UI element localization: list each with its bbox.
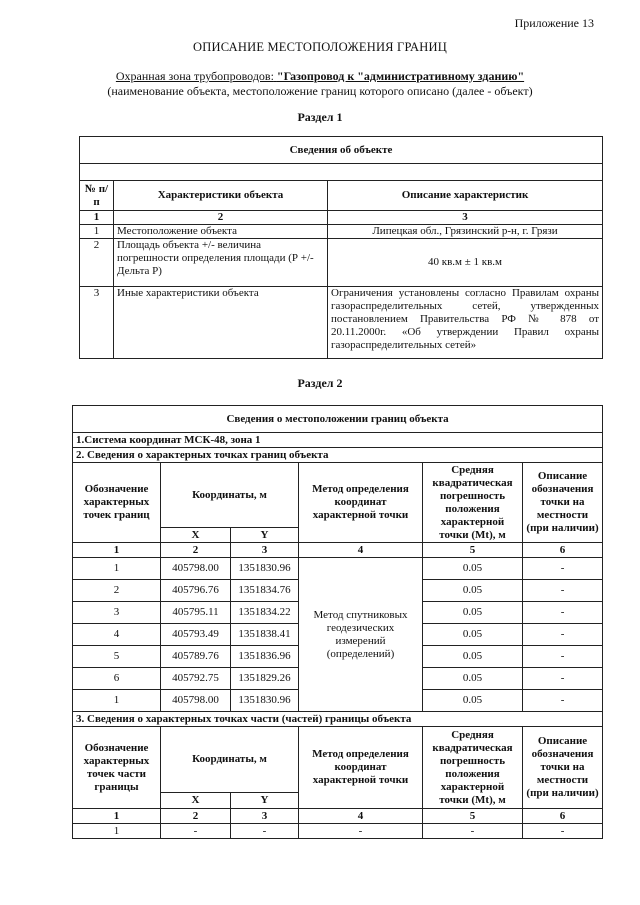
point-desc: - (523, 580, 603, 602)
zone-prefix: Охранная зона трубопроводов: "Газопровод к "административному зданию" (115, 69, 525, 83)
table-row (80, 287, 603, 359)
col-number: 6 (523, 543, 603, 558)
part2-title: 2. Сведения о характерных точках границ объекта (73, 448, 603, 463)
point-mt: 0.05 (423, 602, 523, 624)
object-info-title: Сведения об объекте (80, 137, 603, 164)
table-row (80, 239, 603, 287)
col-number: 1 (80, 211, 114, 225)
point-y: 1351836.96 (231, 646, 299, 668)
zone-note: (наименование объекта, местоположение границ которого описано (далее - объект) (107, 84, 533, 98)
row-desc: Липецкая обл., Грязинский р-н, г. Грязи (328, 225, 603, 239)
part3-desc: - (523, 824, 603, 839)
point-desc: - (523, 602, 603, 624)
point-id: 1 (73, 690, 161, 712)
table-row (73, 824, 603, 839)
point-desc: - (523, 646, 603, 668)
point-desc: - (523, 690, 603, 712)
part3-id: 1 (73, 824, 161, 839)
col-number: 1 (73, 809, 161, 824)
part3-x: - (161, 824, 231, 839)
spacer-row (80, 164, 603, 181)
part3-title: 3. Сведения о характерных точках части (частей) границы объекта (73, 712, 603, 727)
row-num: 2 (80, 239, 114, 287)
point-y: 1351838.41 (231, 624, 299, 646)
point-mt: 0.05 (423, 624, 523, 646)
zone-name: "Газопровод к "административному зданию" (276, 69, 525, 83)
col-number: 3 (328, 211, 603, 225)
point-mt: 0.05 (423, 558, 523, 580)
col-number: 2 (161, 543, 231, 558)
point-mt: 0.05 (423, 668, 523, 690)
header-point-desc: Описание обозначения точки на местности (при наличии) (523, 727, 603, 809)
row-num: 3 (80, 287, 114, 359)
point-id: 6 (73, 668, 161, 690)
point-x: 405798.00 (161, 558, 231, 580)
object-info-table (79, 136, 603, 359)
col-number: 2 (161, 809, 231, 824)
header-x: X (161, 793, 231, 809)
header-coords: Координаты, м (161, 463, 299, 528)
point-x: 405798.00 (161, 690, 231, 712)
col-number: 3 (231, 543, 299, 558)
point-x: 405792.75 (161, 668, 231, 690)
point-desc: - (523, 558, 603, 580)
header-method: Метод определения координат характерной точки (299, 727, 423, 809)
point-x: 405795.11 (161, 602, 231, 624)
part3-mt: - (423, 824, 523, 839)
point-x: 405793.49 (161, 624, 231, 646)
row-desc: 40 кв.м ± 1 кв.м (328, 239, 603, 287)
point-y: 1351830.96 (231, 690, 299, 712)
header-y: Y (231, 793, 299, 809)
header-designation: Обозначение характерных точек границ (73, 463, 161, 543)
point-mt: 0.05 (423, 580, 523, 602)
point-desc: - (523, 668, 603, 690)
appendix-label: Приложение 13 (514, 16, 594, 30)
header-error: Средняя квадратическая погрешность положения характерной точки (Mt), м (423, 727, 523, 809)
point-mt: 0.05 (423, 690, 523, 712)
section1-title: Раздел 1 (297, 110, 343, 124)
section2-title: Раздел 2 (297, 376, 343, 390)
coord-system: 1.Система координат МСК-48, зона 1 (73, 433, 603, 448)
header-error: Средняя квадратическая погрешность положения характерной точки (Mt), м (423, 463, 523, 543)
point-x: 405789.76 (161, 646, 231, 668)
zone-line (0, 69, 640, 84)
row-name: Иные характеристики объекта (114, 287, 328, 359)
point-id: 5 (73, 646, 161, 668)
table-row (73, 558, 603, 580)
point-x: 405796.76 (161, 580, 231, 602)
header-x: X (161, 528, 231, 543)
point-id: 4 (73, 624, 161, 646)
point-y: 1351830.96 (231, 558, 299, 580)
document-title: ОПИСАНИЕ МЕСТОПОЛОЖЕНИЯ ГРАНИЦ (193, 40, 447, 54)
header-num: № п/п (80, 181, 114, 211)
row-num: 1 (80, 225, 114, 239)
part3-method: - (299, 824, 423, 839)
col-number: 2 (114, 211, 328, 225)
point-id: 2 (73, 580, 161, 602)
header-y: Y (231, 528, 299, 543)
col-number: 5 (423, 543, 523, 558)
row-name: Площадь объекта +/- величина погрешности определения площади (Р +/- Дельта Р) (114, 239, 328, 287)
point-desc: - (523, 624, 603, 646)
table-row (80, 225, 603, 239)
col-number: 5 (423, 809, 523, 824)
point-id: 3 (73, 602, 161, 624)
point-id: 1 (73, 558, 161, 580)
header-point-desc: Описание обозначения точки на местности (при наличии) (523, 463, 603, 543)
method-cell: Метод спутниковых геодезических измерений (определений) (299, 558, 423, 712)
col-number: 3 (231, 809, 299, 824)
boundary-table-title: Сведения о местоположении границ объекта (73, 406, 603, 433)
point-y: 1351829.26 (231, 668, 299, 690)
header-characteristic: Характеристики объекта (114, 181, 328, 211)
point-mt: 0.05 (423, 646, 523, 668)
col-number: 4 (299, 809, 423, 824)
row-desc: Ограничения установлены согласно Правилам охраны газораспределительных сетей, утвержденных постановлением Правительства РФ № 878 от 20.11.2000г. «Об утверждении Правил охраны газораспределительных сетей» (328, 287, 603, 359)
col-number: 1 (73, 543, 161, 558)
col-number: 4 (299, 543, 423, 558)
header-method: Метод определения координат характерной точки (299, 463, 423, 543)
header-description: Описание характеристик (328, 181, 603, 211)
col-number: 6 (523, 809, 603, 824)
point-y: 1351834.76 (231, 580, 299, 602)
row-name: Местоположение объекта (114, 225, 328, 239)
part3-y: - (231, 824, 299, 839)
boundary-table (72, 405, 603, 839)
point-y: 1351834.22 (231, 602, 299, 624)
header-designation: Обозначение характерных точек части границы (73, 727, 161, 809)
header-coords: Координаты, м (161, 727, 299, 793)
